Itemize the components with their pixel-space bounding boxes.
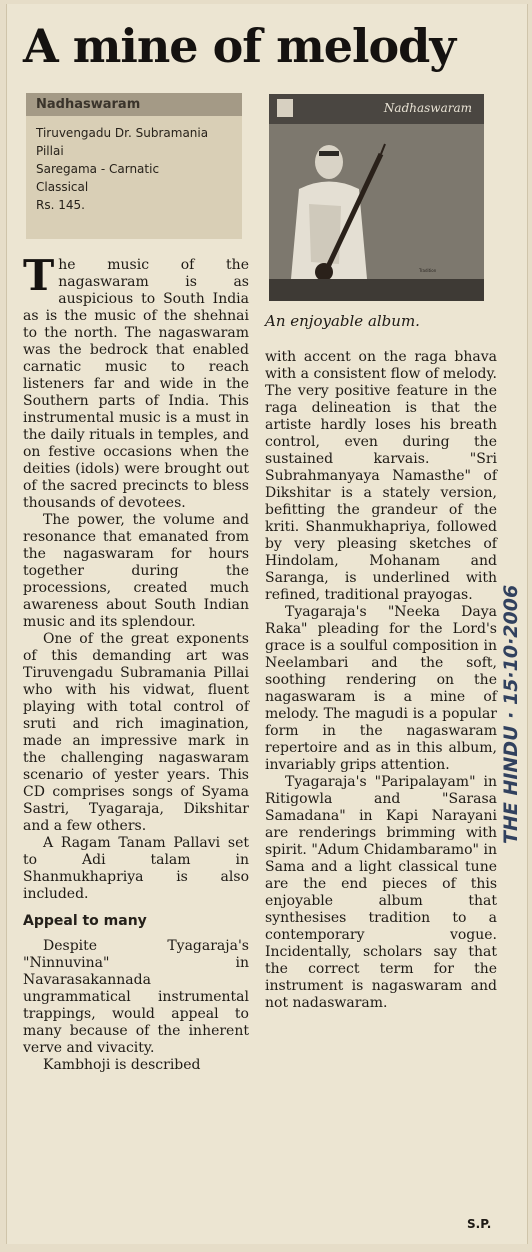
paragraph: Kambhoji is described [43, 1057, 201, 1073]
cover-footer [269, 279, 484, 301]
subheading: Appeal to many [23, 913, 147, 929]
headline: A mine of melody [23, 19, 456, 73]
paragraph: The power, the volume and resonance that emanated from the nagaswaram for hours together during the processions, created much awareness about South Indian music and its splendour. [23, 512, 249, 630]
record-label: Saregama - Carnatic [36, 162, 160, 176]
cover-title: Nadhaswaram [383, 101, 472, 115]
paragraph: A Ragam Tanam Pallavi set to Adi talam in Shanmukhapriya is also included. [23, 835, 249, 902]
genre: Classical [36, 180, 89, 194]
byline: S.P. [467, 1217, 492, 1231]
handwritten-source-stamp [500, 444, 532, 844]
album-cover-photo [269, 94, 484, 301]
paragraph-text: he music of the nagaswaram is as auspicious to South India as is the music of the shehnai to the north. The nagaswaram was the bedrock that enabled carnatic music to reach listeners far and wide in the Southern parts of India. This instrumental music is a must in the daily rituals in temples, and on festive occasions when the deities (idols) were brought out of the sacred precincts to bless thousands of devotees. [23, 257, 249, 511]
price: Rs. 145. [36, 198, 85, 212]
paragraph: Tyagaraja's "Paripalayam" in Ritigowla and "Sarasa Samadana" in Kapi Narayani are renderings brimming with spirit. "Adum Chidambaramo" in Sama and a light classical tune are the end pieces of this enjoyable album that synthesises tradition to a contemporary vogue. Incidentally, scholars say that the correct term for the instrument is nagaswaram and not nadaswaram. [265, 774, 497, 1011]
paragraph: Tyagaraja's "Neeka Daya Raka" pleading for the Lord's grace is a soulful composition in Neelambari and the soft, soothing rendering on the nagaswaram is a mine of melody. The magudi is a popular form in the nagaswaram repertoire and as in this album, invariably grips attention. [265, 604, 497, 773]
paragraph [23, 251, 249, 512]
artist-line-1: Tiruvengadu Dr. Subramania [36, 126, 209, 140]
stamp-text: THE HINDU · 15·10·2006 [500, 584, 522, 844]
article-column-1 [23, 251, 249, 1074]
article-column-2 [265, 349, 497, 1012]
album-info-box [26, 93, 242, 239]
paragraph: One of the great exponents of this demanding art was Tiruvengadu Subramania Pillai who with his vidwat, fluent playing with total control of sruti and rich imagination, made an impressive mark in the challenging nagaswaram scenario of yester years. This CD comprises songs of Syama Sastri, Tyagaraja, Dikshitar and a few others. [23, 631, 249, 834]
drop-cap: T [23, 251, 55, 300]
svg-text:Tradition: Tradition [419, 268, 437, 273]
musician-figure-icon [269, 94, 484, 301]
newspaper-clipping [6, 4, 528, 1244]
photo-caption: An enjoyable album. [265, 312, 420, 330]
album-title: Nadhaswaram [26, 93, 242, 116]
paragraph: with accent on the raga bhava with a consistent flow of melody. The very positive feature in the raga delineation is that the artiste hardly loses his breath control, even during the sustained karvais. "Sri Subrahmanyaya Namasthe" of Dikshitar is a stately version, befitting the grandeur of the kriti. Shanmukhapriya, followed by very pleasing sketches of Hindolam, Mohanam and Saranga, is underlined with refined, traditional prayogas. [265, 349, 497, 603]
artist-line-2: Pillai [36, 144, 64, 158]
paragraph: Despite Tyagaraja's "Ninnuvina" in Navarasakannada ungrammatical instrumental trappings, would appeal to many because of the inherent verve and vivacity. [23, 938, 249, 1056]
